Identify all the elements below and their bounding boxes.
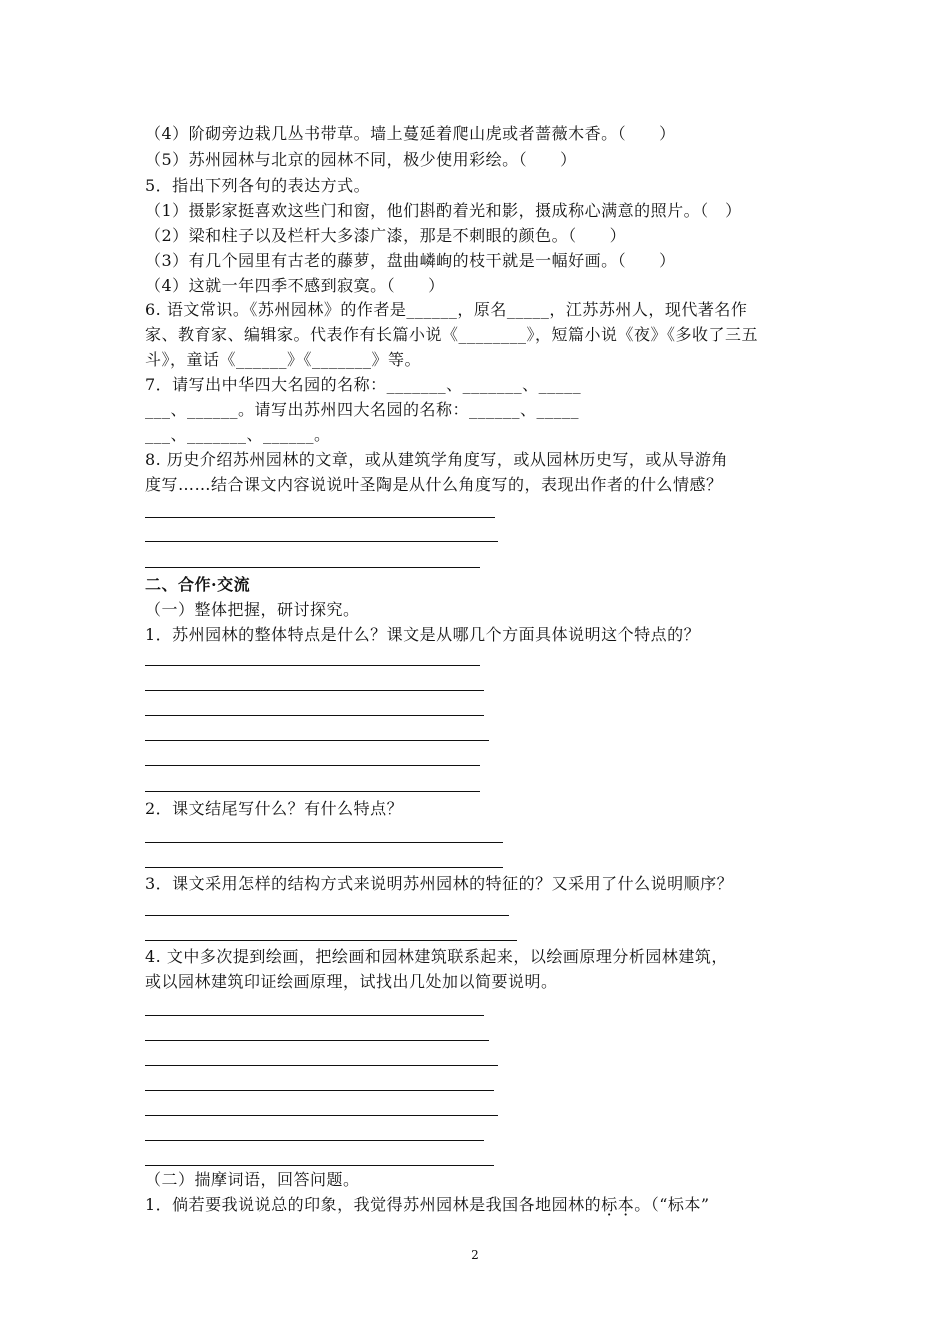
question-text: 3．课文采用怎样的结构方式来说明苏州园林的特征的？又采用了什么说明顺序？	[145, 874, 734, 893]
answer-line	[145, 842, 503, 843]
text-line: （4）这就一年四季不感到寂寞。（ ）	[145, 276, 445, 295]
answer-line	[145, 867, 503, 868]
question-text: 4. 文中多次提到绘画，把绘画和园林建筑联系起来，以绘画原理分析园林建筑，	[145, 947, 728, 966]
section-heading: 二、合作·交流	[145, 575, 251, 594]
question-text: 或以园林建筑印证绘画原理，试找出几处加以简要说明。	[145, 972, 558, 991]
text-line: 家、教育家、编辑家。代表作有长篇小说《________》，短篇小说《夜》《多收了三五	[145, 325, 759, 344]
page-number: 2	[471, 1248, 479, 1262]
answer-line	[145, 915, 509, 916]
answer-line	[145, 765, 480, 766]
text-line: ___、_______、______。	[145, 425, 331, 444]
text-line: （1）摄影家挺喜欢这些门和窗，他们斟酌着光和影，摄成称心满意的照片。（ ）	[145, 201, 742, 220]
answer-line	[145, 740, 489, 741]
text-line: 8. 历史介绍苏州园林的文章，或从建筑学角度写，或从园林历史写，或从导游角	[145, 450, 728, 469]
answer-line	[145, 1115, 498, 1116]
text-line: （2）梁和柱子以及栏杆大多漆广漆，那是不刺眼的颜色。（ ）	[145, 226, 627, 245]
answer-line	[145, 567, 480, 568]
answer-line	[145, 541, 498, 542]
answer-line	[145, 1090, 494, 1091]
text-line: 斗》，童话《______》《_______》等。	[145, 350, 422, 369]
text-line: 度写……结合课文内容说说叶圣陶是从什么角度写的，表现出作者的什么情感？	[145, 475, 723, 494]
answer-line	[145, 665, 480, 666]
subsection-heading: （二）揣摩词语，回答问题。	[145, 1170, 360, 1189]
answer-line	[145, 715, 484, 716]
answer-line	[145, 791, 480, 792]
answer-line	[145, 940, 517, 941]
text-line: （3）有几个园里有古老的藤萝，盘曲嶙峋的枝干就是一幅好画。（ ）	[145, 251, 676, 270]
answer-line	[145, 517, 495, 518]
answer-line	[145, 690, 484, 691]
text-line: （5）苏州园林与北京的园林不同，极少使用彩绘。（ ）	[145, 150, 577, 169]
subsection-heading: （一）整体把握，研讨探究。	[145, 600, 360, 619]
answer-line	[145, 1165, 494, 1166]
text-line: 5．指出下列各句的表达方式。	[145, 176, 371, 195]
emphasis-char: 本	[617, 1195, 635, 1214]
text-line: （4）阶砌旁边栽几丛书带草。墙上蔓延着爬山虎或者蔷薇木香。（ ）	[145, 124, 676, 143]
answer-line	[145, 1140, 484, 1141]
answer-line	[145, 1040, 489, 1041]
emphasis-char: 标	[601, 1195, 618, 1214]
question-text	[145, 1193, 710, 1217]
answer-line	[145, 1065, 498, 1066]
question-text-end: 。（“标本”	[634, 1195, 710, 1214]
question-text-start: 1．倘若要我说说总的印象，我觉得苏州园林是我国各地园林的	[145, 1195, 602, 1214]
text-line: ___、______。请写出苏州四大名园的名称：______、_____	[145, 400, 580, 419]
answer-line	[145, 1015, 484, 1016]
text-line: 6. 语文常识。《苏州园林》的作者是______，原名_____，江苏苏州人，现代著名作	[145, 300, 748, 319]
question-text: 2．课文结尾写什么？有什么特点？	[145, 799, 404, 818]
text-line: 7．请写出中华四大名园的名称：_______、_______、_____	[145, 375, 582, 394]
question-text: 1．苏州园林的整体特点是什么？课文是从哪几个方面具体说明这个特点的？	[145, 625, 701, 644]
